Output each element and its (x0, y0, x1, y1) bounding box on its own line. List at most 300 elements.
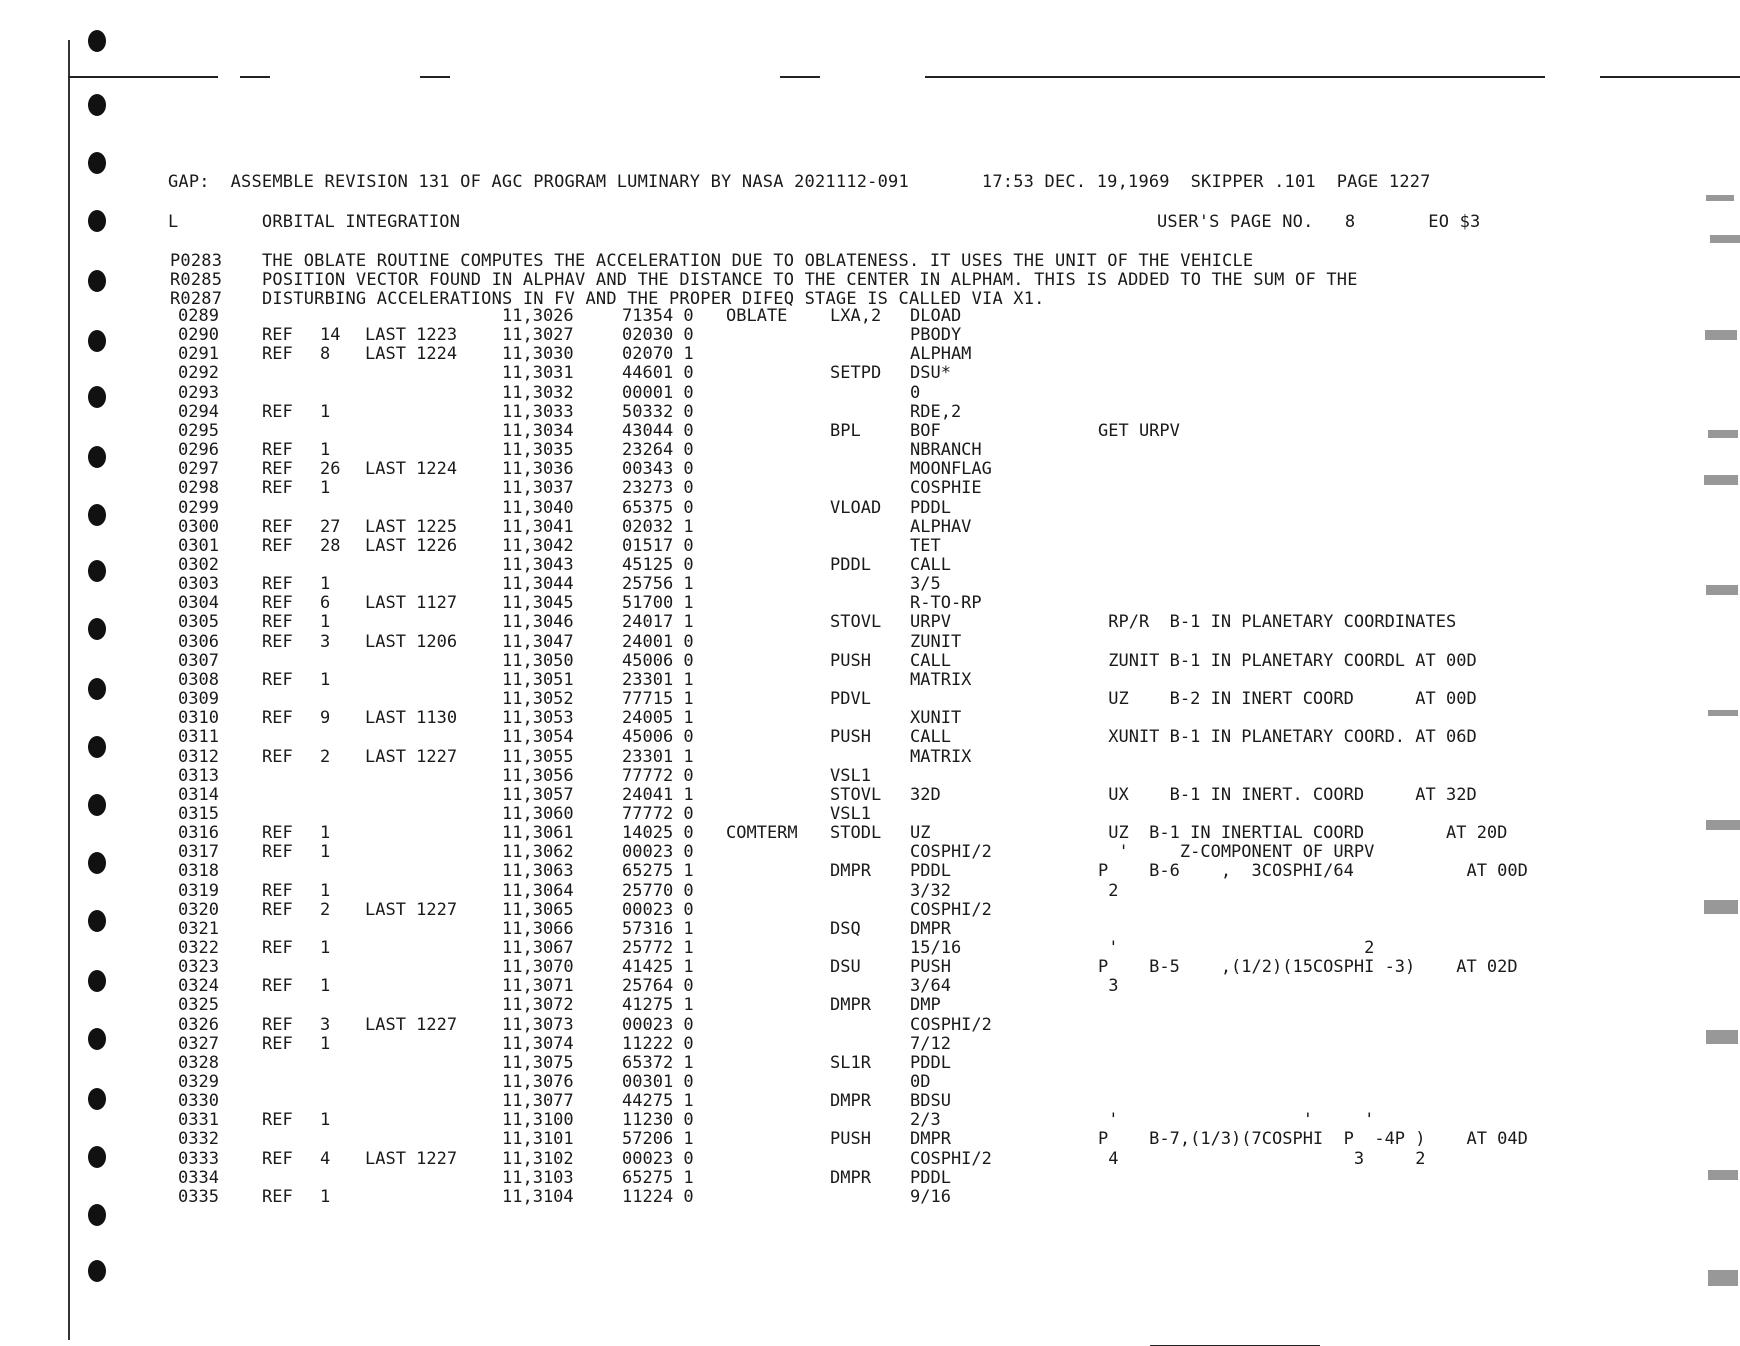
ref-keyword: REF (262, 669, 293, 690)
address: 11,3065 (502, 899, 574, 920)
sprocket-hole (88, 794, 106, 816)
ref-keyword: REF (262, 574, 293, 595)
octal-word: 43044 0 (622, 420, 694, 441)
ref-count: 27 (320, 516, 341, 537)
sprocket-hole (88, 30, 106, 52)
operand: 3/64 (910, 976, 951, 997)
octal-word: 02070 1 (622, 344, 694, 365)
ref-count: 2 (320, 746, 331, 767)
octal-word: 23264 0 (622, 440, 694, 460)
address: 11,3070 (502, 957, 574, 978)
ref-count: 1 (320, 478, 331, 499)
operand: PDDL (910, 1052, 951, 1073)
address: 11,3026 (502, 306, 574, 326)
opcode: VSL1 (830, 765, 871, 786)
address: 11,3063 (502, 861, 574, 882)
opcode: DMPR (830, 1091, 871, 1112)
octal-word: 24041 1 (622, 784, 694, 805)
symbol-label: OBLATE (726, 306, 788, 326)
sprocket-hole (88, 1146, 106, 1168)
address: 11,3031 (502, 363, 574, 384)
address: 11,3053 (502, 708, 574, 729)
line-comment: 4 3 2 (1098, 1148, 1426, 1169)
comment-line-number: R0285 (170, 270, 223, 290)
octal-word: 65275 1 (622, 1167, 694, 1188)
address: 11,3062 (502, 842, 574, 863)
address: 11,3055 (502, 746, 574, 767)
ref-keyword: REF (262, 631, 293, 652)
address: 11,3057 (502, 784, 574, 805)
line-number: 0290 (178, 325, 219, 346)
scan-speck (1706, 195, 1734, 201)
line-number: 0298 (178, 478, 219, 499)
line-number: 0296 (178, 440, 219, 460)
sprocket-hole (88, 678, 106, 700)
ref-keyword: REF (262, 325, 293, 346)
octal-word: 24001 0 (622, 631, 694, 652)
address: 11,3072 (502, 995, 574, 1016)
ref-count: 1 (320, 976, 331, 997)
last-ref: LAST 1227 (365, 1148, 458, 1169)
operand: CALL (910, 555, 951, 575)
octal-word: 57206 1 (622, 1129, 694, 1150)
ref-keyword: REF (262, 440, 293, 460)
sprocket-hole (88, 1028, 106, 1050)
address: 11,3103 (502, 1167, 574, 1188)
operand: CALL (910, 650, 951, 671)
line-number: 0305 (178, 612, 219, 633)
address: 11,3061 (502, 823, 574, 843)
operand: 32D (910, 784, 941, 805)
ref-count: 1 (320, 937, 331, 958)
ref-count: 1 (320, 880, 331, 901)
scan-speck (1708, 1170, 1738, 1180)
ref-keyword: REF (262, 708, 293, 729)
address: 11,3034 (502, 420, 574, 441)
octal-word: 00023 0 (622, 899, 694, 920)
address: 11,3052 (502, 689, 574, 709)
line-number: 0311 (178, 727, 219, 748)
listing-header: GAP: ASSEMBLE REVISION 131 OF AGC PROGRAM LUMINARY BY NASA 2021112-091 17:53 DEC. 19,1969 SKIPPER .101 PAGE 1227 (168, 172, 1431, 192)
octal-word: 11230 0 (622, 1110, 694, 1131)
operand: DSU* (910, 363, 951, 384)
top-tear-line (68, 76, 218, 78)
octal-word: 25772 1 (622, 937, 694, 958)
line-comment: XUNIT B-1 IN PLANETARY COORD. AT 06D (1098, 727, 1477, 748)
sprocket-hole (88, 210, 106, 232)
operand: BOF (910, 420, 941, 441)
line-number: 0335 (178, 1186, 219, 1207)
comment-text: THE OBLATE ROUTINE COMPUTES THE ACCELERATION DUE TO OBLATENESS. IT USES THE UNIT OF THE VEHICLE (262, 251, 1254, 271)
last-ref: LAST 1227 (365, 1014, 458, 1035)
ref-count: 1 (320, 1110, 331, 1131)
comment-text: POSITION VECTOR FOUND IN ALPHAV AND THE DISTANCE TO THE CENTER IN ALPHAM. THIS IS ADDED TO THE SUM OF THE (262, 270, 1358, 290)
line-number: 0324 (178, 976, 219, 997)
octal-word: 11224 0 (622, 1186, 694, 1207)
address: 11,3041 (502, 516, 574, 537)
operand: PDDL (910, 1167, 951, 1188)
octal-word: 51700 1 (622, 593, 694, 614)
octal-word: 41275 1 (622, 995, 694, 1016)
ref-keyword: REF (262, 401, 293, 422)
ref-keyword: REF (262, 459, 293, 480)
line-number: 0297 (178, 459, 219, 480)
ref-keyword: REF (262, 344, 293, 365)
address: 11,3064 (502, 880, 574, 901)
comment-line-number: R0287 (170, 289, 223, 309)
opcode: SETPD (830, 363, 882, 384)
line-comment: P B-6 , 3COSPHI/64 AT 00D (1098, 861, 1528, 882)
sprocket-hole (88, 1088, 106, 1110)
ref-keyword: REF (262, 1014, 293, 1035)
ref-count: 6 (320, 593, 331, 614)
octal-word: 65375 0 (622, 497, 694, 518)
scan-speck (1705, 330, 1737, 340)
user-page-number: USER'S PAGE NO. 8 EO $3 (1157, 212, 1481, 232)
address: 11,3045 (502, 593, 574, 614)
ref-count: 1 (320, 574, 331, 595)
octal-word: 00023 0 (622, 842, 694, 863)
octal-word: 02032 1 (622, 516, 694, 537)
line-number: 0327 (178, 1033, 219, 1054)
opcode: PDDL (830, 555, 871, 575)
sprocket-hole (88, 330, 106, 352)
ref-count: 3 (320, 1014, 331, 1035)
opcode: PUSH (830, 727, 871, 748)
octal-word: 23301 1 (622, 669, 694, 690)
sprocket-hole (88, 270, 106, 292)
ref-count: 26 (320, 459, 341, 480)
octal-word: 25770 0 (622, 880, 694, 901)
sprocket-hole (88, 152, 106, 174)
address: 11,3066 (502, 918, 574, 939)
ref-keyword: REF (262, 516, 293, 537)
sprocket-hole (88, 736, 106, 758)
operand: PBODY (910, 325, 962, 346)
left-margin-line (68, 40, 70, 1340)
ref-count: 28 (320, 535, 341, 556)
operand: COSPHI/2 (910, 899, 992, 920)
last-ref: LAST 1227 (365, 746, 458, 767)
ref-keyword: REF (262, 612, 293, 633)
operand: TET (910, 535, 941, 556)
octal-word: 44601 0 (622, 363, 694, 384)
ref-count: 3 (320, 631, 331, 652)
operand: CALL (910, 727, 951, 748)
octal-word: 00301 0 (622, 1072, 694, 1092)
line-number: 0309 (178, 689, 219, 709)
operand: 0 (910, 382, 921, 403)
line-number: 0323 (178, 957, 219, 978)
opcode: DMPR (830, 1167, 871, 1188)
address: 11,3047 (502, 631, 574, 652)
address: 11,3027 (502, 325, 574, 346)
octal-word: 02030 0 (622, 325, 694, 346)
ref-count: 4 (320, 1148, 331, 1169)
ref-count: 1 (320, 823, 331, 843)
symbol-label: COMTERM (726, 823, 798, 843)
sprocket-hole (88, 618, 106, 640)
ref-count: 2 (320, 899, 331, 920)
address: 11,3037 (502, 478, 574, 499)
line-comment: UZ B-2 IN INERT COORD AT 00D (1098, 689, 1477, 709)
address: 11,3056 (502, 765, 574, 786)
octal-word: 23301 1 (622, 746, 694, 767)
line-number: 0326 (178, 1014, 219, 1035)
octal-word: 50332 0 (622, 401, 694, 422)
operand: DMPR (910, 1129, 951, 1150)
line-comment: UZ B-1 IN INERTIAL COORD AT 20D (1098, 823, 1508, 843)
address: 11,3067 (502, 937, 574, 958)
ref-count: 9 (320, 708, 331, 729)
operand: PDDL (910, 497, 951, 518)
octal-word: 65275 1 (622, 861, 694, 882)
line-comment: 3 (1098, 976, 1119, 997)
ref-keyword: REF (262, 1033, 293, 1054)
ref-count: 1 (320, 842, 331, 863)
sprocket-hole (88, 446, 106, 468)
line-number: 0319 (178, 880, 219, 901)
opcode: STOVL (830, 784, 882, 805)
opcode: DMPR (830, 995, 871, 1016)
octal-word: 65372 1 (622, 1052, 694, 1073)
sprocket-hole (88, 910, 106, 932)
operand: DLOAD (910, 306, 962, 326)
line-comment: 2 (1098, 880, 1119, 901)
ref-count: 14 (320, 325, 341, 346)
last-ref: LAST 1227 (365, 899, 458, 920)
address: 11,3036 (502, 459, 574, 480)
operand: PDDL (910, 861, 951, 882)
address: 11,3043 (502, 555, 574, 575)
address: 11,3040 (502, 497, 574, 518)
line-number: 0289 (178, 306, 219, 326)
opcode: VSL1 (830, 803, 871, 824)
top-tear-line (1600, 76, 1740, 78)
operand: BDSU (910, 1091, 951, 1112)
operand: 3/5 (910, 574, 941, 595)
sprocket-hole (88, 504, 106, 526)
sprocket-hole (88, 970, 106, 992)
opcode: PDVL (830, 689, 871, 709)
opcode: LXA,2 (830, 306, 882, 326)
line-number: 0321 (178, 918, 219, 939)
line-number: 0314 (178, 784, 219, 805)
line-number: 0302 (178, 555, 219, 575)
last-ref: LAST 1206 (365, 631, 458, 652)
octal-word: 11222 0 (622, 1033, 694, 1054)
opcode: STODL (830, 823, 882, 843)
operand: ZUNIT (910, 631, 962, 652)
scan-speck (1710, 235, 1740, 243)
ref-keyword: REF (262, 593, 293, 614)
scan-speck (1708, 710, 1738, 716)
line-number: 0322 (178, 937, 219, 958)
last-ref: LAST 1225 (365, 516, 458, 537)
address: 11,3074 (502, 1033, 574, 1054)
last-ref: LAST 1224 (365, 344, 458, 365)
octal-word: 25756 1 (622, 574, 694, 595)
last-ref: LAST 1130 (365, 708, 458, 729)
ref-count: 1 (320, 669, 331, 690)
ref-keyword: REF (262, 478, 293, 499)
operand: DMP (910, 995, 941, 1016)
line-comment: P B-7,(1/3)(7COSPHI P -4P ) AT 04D (1098, 1129, 1528, 1150)
opcode: BPL (830, 420, 861, 441)
top-tear-line (420, 76, 450, 78)
line-comment: UX B-1 IN INERT. COORD AT 32D (1098, 784, 1477, 805)
line-comment: ' 2 (1098, 937, 1375, 958)
line-number: 0312 (178, 746, 219, 767)
line-number: 0306 (178, 631, 219, 652)
line-comment: ' Z-COMPONENT OF URPV (1098, 842, 1375, 863)
ref-keyword: REF (262, 1186, 293, 1207)
operand: 15/16 (910, 937, 962, 958)
opcode: DMPR (830, 861, 871, 882)
ref-keyword: REF (262, 899, 293, 920)
address: 11,3075 (502, 1052, 574, 1073)
octal-word: 45006 0 (622, 727, 694, 748)
sprocket-hole (88, 1204, 106, 1226)
ref-keyword: REF (262, 823, 293, 843)
line-number: 0330 (178, 1091, 219, 1112)
operand: URPV (910, 612, 951, 633)
line-number: 0316 (178, 823, 219, 843)
operand: MATRIX (910, 746, 972, 767)
operand: COSPHIE (910, 478, 982, 499)
scan-speck (1708, 430, 1738, 438)
line-number: 0303 (178, 574, 219, 595)
scan-speck (1704, 900, 1738, 914)
operand: 0D (910, 1072, 931, 1092)
operand: MOONFLAG (910, 459, 992, 480)
octal-word: 00023 0 (622, 1148, 694, 1169)
sprocket-hole (88, 94, 106, 116)
address: 11,3054 (502, 727, 574, 748)
line-number: 0313 (178, 765, 219, 786)
address: 11,3071 (502, 976, 574, 997)
line-comment: GET URPV (1098, 420, 1180, 441)
operand: 7/12 (910, 1033, 951, 1054)
octal-word: 24005 1 (622, 708, 694, 729)
octal-word: 45125 0 (622, 555, 694, 575)
line-number: 0301 (178, 535, 219, 556)
operand: COSPHI/2 (910, 842, 992, 863)
line-number: 0293 (178, 382, 219, 403)
ref-count: 1 (320, 612, 331, 633)
opcode: VLOAD (830, 497, 882, 518)
octal-word: 45006 0 (622, 650, 694, 671)
line-number: 0304 (178, 593, 219, 614)
ref-count: 1 (320, 1186, 331, 1207)
line-number: 0320 (178, 899, 219, 920)
address: 11,3050 (502, 650, 574, 671)
ref-keyword: REF (262, 842, 293, 863)
octal-word: 01517 0 (622, 535, 694, 556)
line-number: 0310 (178, 708, 219, 729)
line-number: 0325 (178, 995, 219, 1016)
scan-speck (1706, 1030, 1738, 1044)
operand: COSPHI/2 (910, 1014, 992, 1035)
line-number: 0292 (178, 363, 219, 384)
line-comment: ' ' ' (1098, 1110, 1375, 1131)
line-number: 0334 (178, 1167, 219, 1188)
address: 11,3073 (502, 1014, 574, 1035)
operand: NBRANCH (910, 440, 982, 460)
address: 11,3101 (502, 1129, 574, 1150)
address: 11,3051 (502, 669, 574, 690)
opcode: PUSH (830, 1129, 871, 1150)
line-number: 0308 (178, 669, 219, 690)
opcode: PUSH (830, 650, 871, 671)
ref-keyword: REF (262, 535, 293, 556)
ref-keyword: REF (262, 1110, 293, 1131)
address: 11,3076 (502, 1072, 574, 1092)
address: 11,3102 (502, 1148, 574, 1169)
line-number: 0329 (178, 1072, 219, 1092)
comment-text: DISTURBING ACCELERATIONS IN FV AND THE PROPER DIFEQ STAGE IS CALLED VIA X1. (262, 289, 1045, 309)
sprocket-hole (88, 560, 106, 582)
address: 11,3035 (502, 440, 574, 460)
line-comment: ZUNIT B-1 IN PLANETARY COORDL AT 00D (1098, 650, 1477, 671)
operand: RDE,2 (910, 401, 962, 422)
last-ref: LAST 1224 (365, 459, 458, 480)
sprocket-hole (88, 1260, 106, 1282)
ref-count: 1 (320, 1033, 331, 1054)
line-number: 0318 (178, 861, 219, 882)
operand: XUNIT (910, 708, 962, 729)
octal-word: 24017 1 (622, 612, 694, 633)
address: 11,3044 (502, 574, 574, 595)
opcode: DSU (830, 957, 861, 978)
octal-word: 57316 1 (622, 918, 694, 939)
line-number: 0328 (178, 1052, 219, 1073)
operand: ALPHAM (910, 344, 972, 365)
address: 11,3077 (502, 1091, 574, 1112)
last-ref: LAST 1223 (365, 325, 458, 346)
address: 11,3100 (502, 1110, 574, 1131)
last-ref: LAST 1226 (365, 535, 458, 556)
operand: ALPHAV (910, 516, 972, 537)
line-number: 0291 (178, 344, 219, 365)
operand: DMPR (910, 918, 951, 939)
octal-word: 41425 1 (622, 957, 694, 978)
operand: COSPHI/2 (910, 1148, 992, 1169)
sprocket-hole (88, 852, 106, 874)
line-number: 0331 (178, 1110, 219, 1131)
address: 11,3033 (502, 401, 574, 422)
octal-word: 77772 0 (622, 803, 694, 824)
octal-word: 44275 1 (622, 1091, 694, 1112)
operand: MATRIX (910, 669, 972, 690)
ref-keyword: REF (262, 880, 293, 901)
line-number: 0294 (178, 401, 219, 422)
operand: UZ (910, 823, 931, 843)
ref-keyword: REF (262, 746, 293, 767)
top-tear-line (780, 76, 820, 78)
address: 11,3042 (502, 535, 574, 556)
address: 11,3060 (502, 803, 574, 824)
scan-speck (1704, 475, 1738, 485)
octal-word: 00001 0 (622, 382, 694, 403)
sprocket-hole (88, 386, 106, 408)
octal-word: 25764 0 (622, 976, 694, 997)
line-number: 0315 (178, 803, 219, 824)
operand: 9/16 (910, 1186, 951, 1207)
top-tear-line (925, 76, 1545, 78)
top-tear-line (240, 76, 270, 78)
octal-word: 71354 0 (622, 306, 694, 326)
